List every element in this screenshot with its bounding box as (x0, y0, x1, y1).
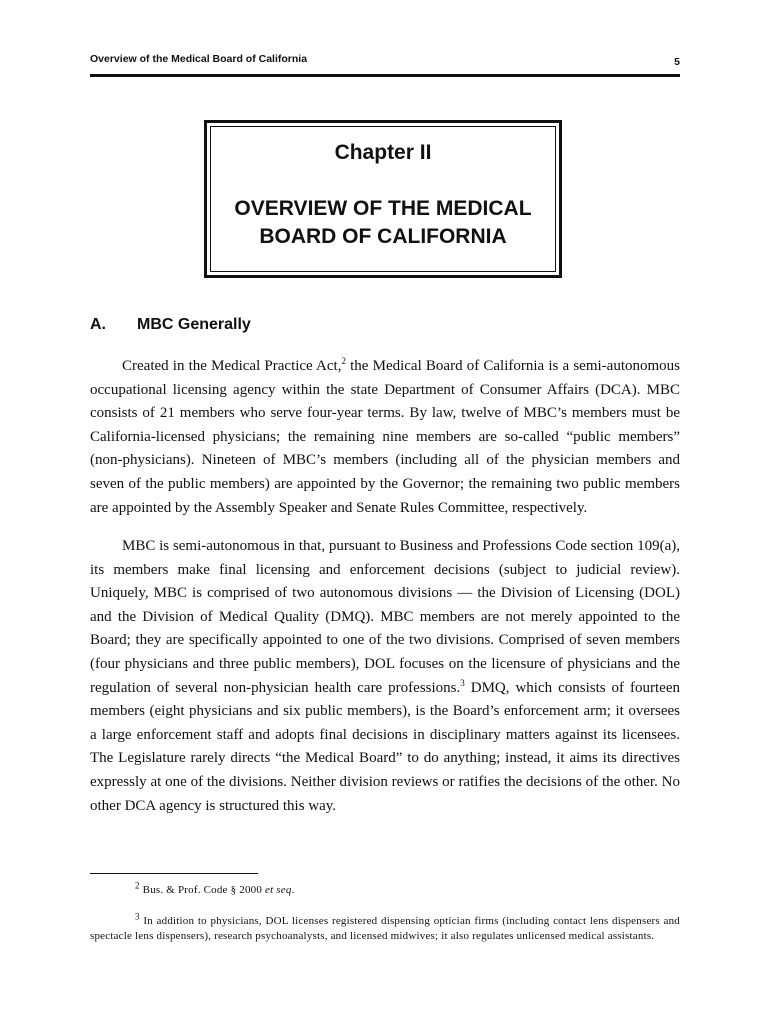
paragraph-1-text-b: the Medical Board of California is a semi-autonomous occupational licensing agency within the state Department of Consumer Affairs (DCA). MBC consists of 21 members who serve four-year terms. By law, twelve of MBC’s members must be California-licensed physicians; the remaining nine members are so-called “public members” (non-physicians). Nineteen of MBC’s members (including all of the physician members and seven of the public members) are appointed by the Governor; the remaining two public members are appointed by the Assembly Speaker and Senate Rules Committee, respectively. (90, 358, 680, 516)
footnote-2-text: Bus. & Prof. Code § 2000 (139, 884, 265, 896)
body-paragraph-2 (90, 535, 680, 818)
chapter-label: Chapter II (334, 141, 432, 164)
section-title: MBC Generally (137, 316, 251, 333)
chapter-title-line-1: OVERVIEW OF THE MEDICAL (234, 197, 532, 220)
page-number: 5 (674, 56, 680, 68)
running-header (90, 50, 680, 77)
footnote-ref-3: 3 (460, 677, 465, 688)
chapter-title (211, 195, 555, 251)
body-paragraph-1 (90, 355, 680, 520)
chapter-title-box-inner-border (210, 126, 556, 272)
footnote-2 (90, 880, 680, 898)
chapter-title-box (204, 120, 562, 278)
section-heading (90, 316, 251, 334)
footnote-3-number: 3 (135, 911, 140, 922)
footnote-3-text: In addition to physicians, DOL licenses registered dispensing optician firms (including contact lens dispensers and spectacle lens dispensers), research psychoanalysts, and licensed midwives; it also regulates unlicensed medical assistants. (90, 915, 680, 942)
footnote-separator (90, 873, 258, 874)
footnote-ref-2: 2 (341, 356, 346, 366)
paragraph-1-text-a: Created in the Medical Practice Act, (122, 358, 342, 374)
section-letter: A. (90, 316, 106, 333)
chapter-title-line-2: BOARD OF CALIFORNIA (259, 225, 507, 248)
footnote-3 (90, 911, 680, 944)
footnote-2-end: . (291, 884, 295, 896)
paragraph-2-text-a: MBC is semi-autonomous in that, pursuant to Business and Professions Code section 109(a), its members make final licensing and enforcement decisions (subject to judicial review). Uniquely, MBC is comprised of two autonomous divisions — the Division of Licensing (DOL) and the Division of Medical Quality (DMQ). MBC members are not merely appointed to the Board; they are specifically appointed to one of the two divisions. Comprised of seven members (four physicians and three public members), DOL focuses on the licensure of physicians and the regulation of several non-physician health care professions. (90, 538, 680, 696)
paragraph-2-text-b: DMQ, which consists of fourteen members (eight physicians and six public members), is the Board’s enforcement arm; it oversees a large enforcement staff and adopts final decisions in disciplinary matters against its licensees. The Legislature rarely directs “the Medical Board” to do anything; instead, it aims its directives expressly at one of the divisions. Neither division reviews or ratifies the decisions of the other. No other DCA agency is structured this way. (90, 679, 680, 814)
footnote-2-number: 2 (135, 880, 140, 891)
running-header-title: Overview of the Medical Board of California (90, 53, 308, 65)
footnote-2-italic: et seq (265, 884, 292, 896)
